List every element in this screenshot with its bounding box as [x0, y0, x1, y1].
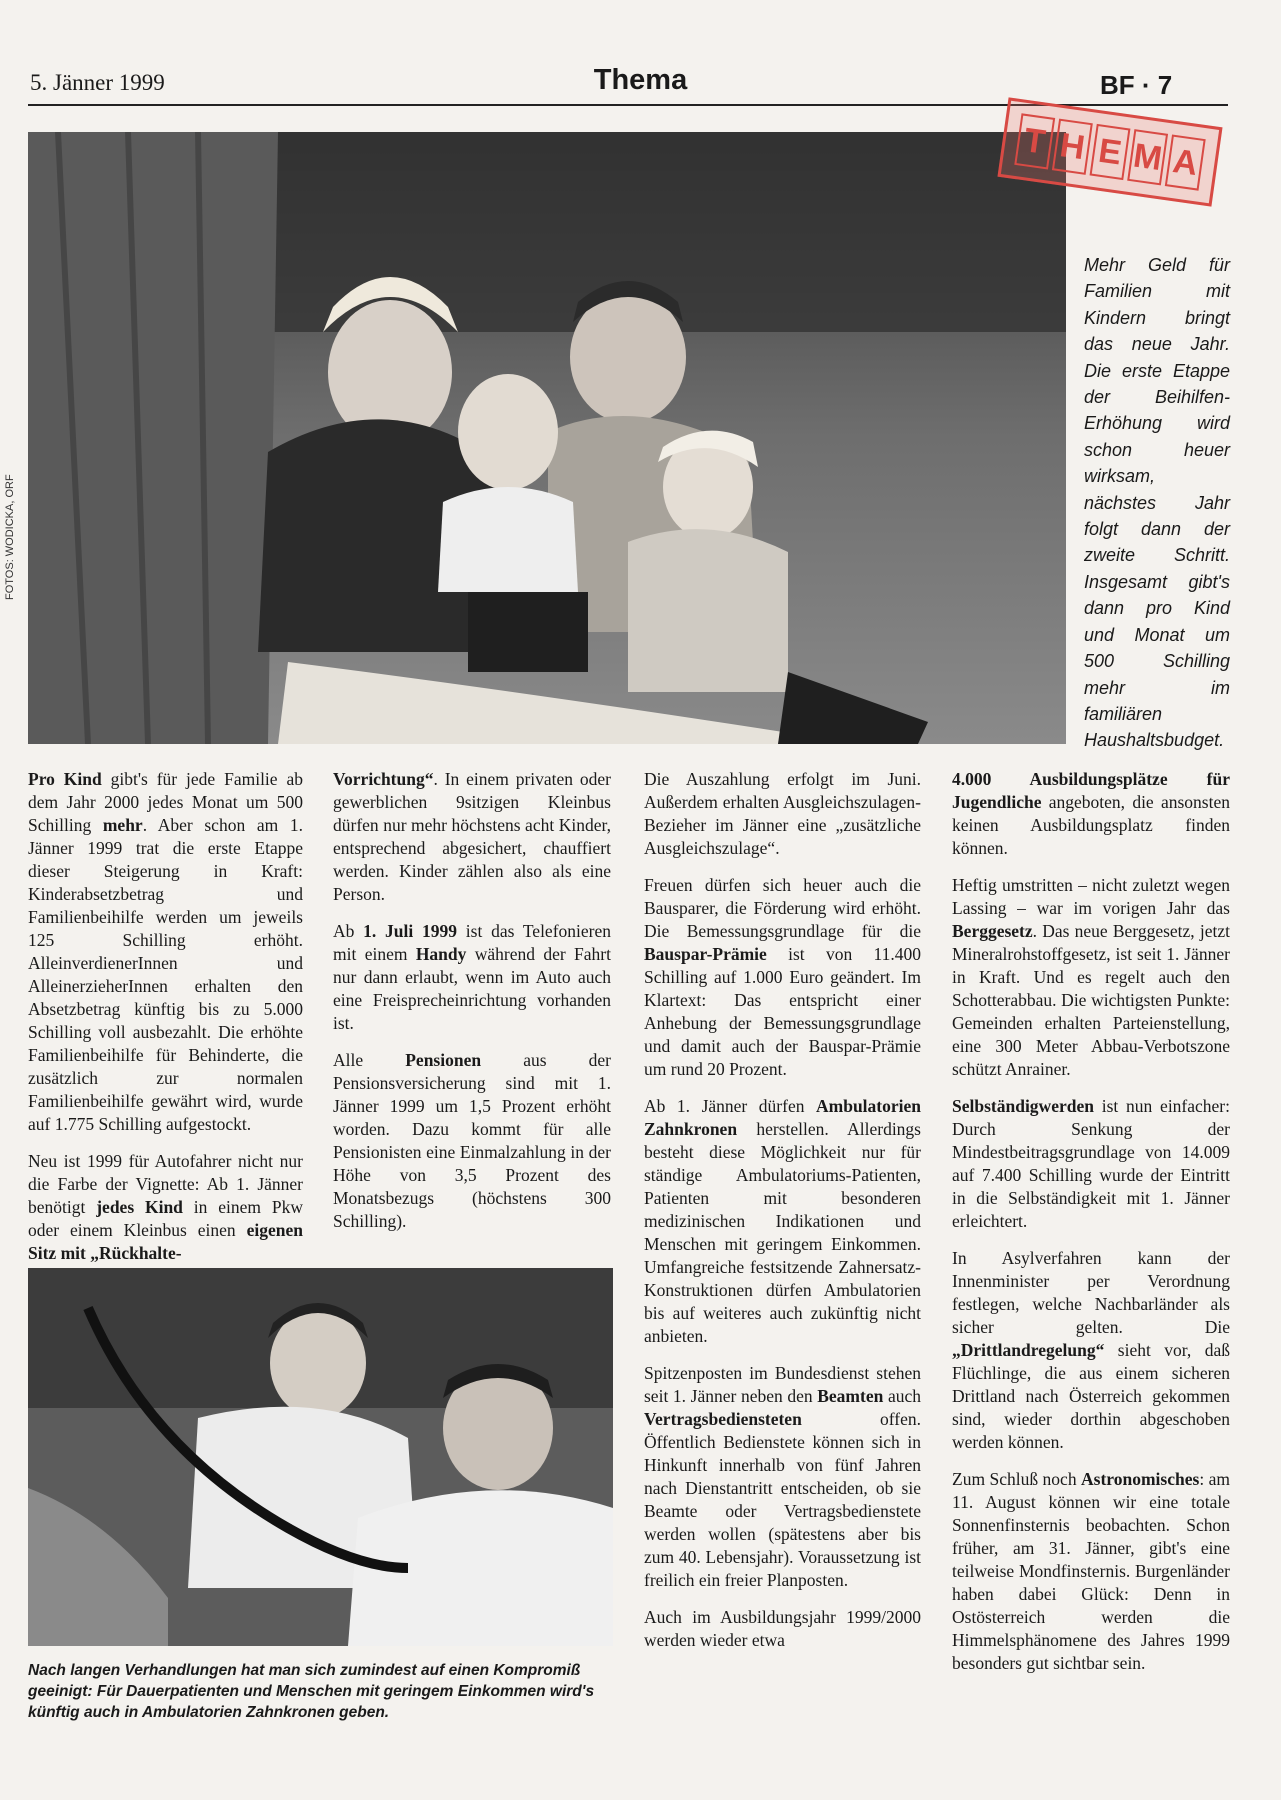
bold-run: jedes Kind	[96, 1197, 183, 1217]
paragraph	[644, 768, 921, 860]
paragraph	[644, 1095, 921, 1348]
bold-run: 4.000 Ausbildungsplätze für Jugendliche	[952, 769, 1230, 812]
paragraph	[28, 1150, 303, 1265]
paragraph	[28, 768, 303, 1136]
bold-run: Ambulatorien Zahnkronen	[644, 1096, 921, 1139]
text-run: Auch im Ausbildungsjahr 1999/2000 werden wieder etwa	[644, 1607, 921, 1650]
paragraph	[644, 1606, 921, 1652]
issue-date: 5. Jänner 1999	[30, 70, 165, 95]
text-run: offen. Öffentlich Bedienstete können sich in Hinkunft innerhalb von fünf Jahren nach Dienstantritt entscheiden, ob sie Beamte oder Vertragsbedienstete werden wollen (spätestens aber bis zum 40. Lebensjahr). Voraussetzung ist freilich ein freier Planposten.	[644, 1409, 921, 1590]
stamp-letter: E	[1090, 124, 1131, 180]
paragraph	[644, 874, 921, 1081]
stamp-letter: M	[1127, 129, 1168, 185]
bold-run: Astronomisches	[1081, 1469, 1200, 1489]
paragraph	[952, 768, 1230, 860]
article-column-2	[333, 768, 611, 1247]
paragraph	[952, 1095, 1230, 1233]
text-run: . Das neue Berggesetz, jetzt Mineralrohstoffgesetz, ist seit 1. Jänner in Kraft. Und es regelt auch den Schotterabbau. Die wichtigsten Punkte: Gemeinden erhalten Parteienstellung, eine 300 Meter Abbau-Verbotszone schützt Anrainer.	[952, 921, 1230, 1079]
family-photo-illustration	[28, 132, 1066, 744]
bold-run: Pensionen	[405, 1050, 482, 1070]
text-run: angeboten, die ansonsten keinen Ausbildungsplatz finden können.	[952, 792, 1230, 858]
bold-run: Vorrichtung“	[333, 769, 434, 789]
text-run: ist das Telefonieren mit einem	[333, 921, 612, 964]
text-run: Freuen dürfen sich heuer auch die Bausparer, die Förderung wird erhöht. Die Bemessungsgrundlage für die	[644, 875, 921, 941]
text-run: Alle	[333, 1050, 406, 1070]
bold-run: Vertragsbediensteten	[644, 1409, 802, 1429]
bold-run: Bauspar-Prämie	[644, 944, 767, 964]
bold-run: Selbständigwerden	[952, 1096, 1094, 1116]
photo-credit: FOTOS: WODICKA, ORF	[4, 474, 16, 600]
stamp-letter: H	[1052, 119, 1093, 175]
text-run: in einem Pkw oder einem Kleinbus einen	[28, 1197, 303, 1240]
bold-run: Beamten	[817, 1386, 884, 1406]
bold-run: Berggesetz	[952, 921, 1033, 941]
text-run: sieht vor, daß Flüchlinge, die aus einem sicheren Drittland nach Österreich gekommen sind, wieder dorthin abgeschoben werden können.	[952, 1340, 1230, 1452]
stamp-letter: A	[1165, 134, 1206, 190]
paragraph	[333, 920, 611, 1035]
paragraph	[333, 1049, 611, 1233]
top-photo-caption: Mehr Geld für Familien mit Kindern bringt das neue Jahr. Die erste Etappe der Beihilfen-Erhöhung wird schon heuer wirksam, nächstes Jahr folgt dann der zweite Schritt. Insgesamt gibt's dann pro Kind und Monat um 500 Schilling mehr im familiären Haushaltsbudget.	[1084, 255, 1230, 751]
paragraph	[952, 1247, 1230, 1454]
bold-run: Pro Kind	[28, 769, 102, 789]
text-run: . In einem privaten oder gewerblichen 9sitzigen Kleinbus dürfen nur mehr höchstens acht Kinder, entsprechend abgesichert, chauffiert werden. Kinder zählen also als eine Person.	[333, 769, 611, 904]
paragraph	[952, 874, 1230, 1081]
text-run: ist nun einfacher: Durch Senkung der Mindestbeitragsgrundlage von 14.009 auf 7.400 Schilling wurde der Eintritt in die Selbständigkeit mit 1. Jänner erleichtert.	[952, 1096, 1230, 1231]
text-run: Zum Schluß noch	[952, 1469, 1082, 1489]
article-column-4	[952, 768, 1230, 1689]
text-run: : am 11. August können wir eine totale Sonnenfinsternis beobachten. Schon früher, am 31. Jänner, gibt's eine teilweise Mondfinsternis. Burgenländer haben dabei Glück: Denn in Ostösterreich werden die Himmelsphänomene des Jahres 1999 besonders gut sichtbar sein.	[952, 1469, 1230, 1673]
text-run: Neu ist 1999 für Autofahrer nicht nur die Farbe der Vignette: Ab 1. Jänner benötigt	[28, 1151, 303, 1217]
text-run: Ab	[333, 921, 364, 941]
bold-run: Handy	[415, 944, 467, 964]
section-title: Thema	[593, 64, 688, 96]
text-run: In Asylverfahren kann der Innenminister per Verordnung festlegen, welche Nachbarländer als sicher gelten. Die	[952, 1248, 1230, 1337]
bold-run: eigenen Sitz mit „Rückhalte-	[28, 1220, 303, 1263]
paragraph	[333, 768, 611, 906]
bold-run: 1. Juli 1999	[363, 921, 458, 941]
text-run: ist von 11.400 Schilling auf 1.000 Euro geändert. Im Klartext: Das entspricht einer Anhebung der Bemessungsgrundlage und damit auch der Bauspar-Prämie um rund 20 Prozent.	[644, 944, 921, 1079]
text-run: . Aber schon am 1. Jänner 1999 trat die erste Etappe dieser Steigerung in Kraft: Kinderabsetzbetrag und Familienbeihilfe werden um jeweils 125 Schilling erhöht. AlleinverdienerInnen und AlleinerzieherInnen erhalten den Absetzbetrag künftig bis zu 5.000 Schilling voll ausbezahlt. Die erhöhte Familienbeihilfe für Behinderte, die zusätzlich zur normalen Familienbeihilfe gewährt wird, wurde auf 1.775 Schilling aufgestockt.	[28, 815, 303, 1134]
bold-run: mehr	[102, 815, 143, 835]
text-run: während der Fahrt nur dann erlaubt, wenn im Auto auch eine Freisprecheinrichtung vorhanden ist.	[333, 944, 611, 1033]
dental-photo-illustration	[28, 1268, 613, 1646]
page-number: BF · 7	[1100, 70, 1173, 100]
text-run: herstellen. Allerdings besteht diese Möglichkeit nur für ständige Ambulatoriums-Patienten, Patienten mit besonderen medizinischen Indikationen und Menschen mit geringem Einkommen. Umfangreiche festsitzende Zahnersatz-Konstruktionen dürfen Ambulatorien bis auf weiteres auch zukünftig nicht anbieten.	[644, 1119, 921, 1346]
text-run: aus der Pensionsversicherung sind mit 1. Jänner 1999 um 1,5 Prozent erhöht worden. Dazu kommt für alle Pensionisten eine Einmalzahlung in der Höhe von 3,5 Prozent des Monatsbezugs (höchstens 300 Schilling).	[333, 1050, 611, 1231]
dental-photo	[28, 1268, 613, 1646]
bottom-photo-caption: Nach langen Verhandlungen hat man sich zumindest auf einen Kompromiß geeinigt: Für Dauerpatienten und Menschen mit geringem Einkommen wird's künftig auch in Ambulatorien Zahnkronen geben.	[28, 1662, 595, 1721]
text-run: Spitzenposten im Bundesdienst stehen seit 1. Jänner neben den	[644, 1363, 921, 1406]
bold-run: „Drittlandregelung“	[952, 1340, 1105, 1360]
text-run: gibt's für jede Familie ab dem Jahr 2000 jedes Monat um 500 Schilling	[28, 769, 303, 835]
article-column-3	[644, 768, 921, 1666]
text-run: Ab 1. Jänner dürfen	[644, 1096, 816, 1116]
text-run: auch	[883, 1386, 921, 1406]
text-run: Heftig umstritten – nicht zuletzt wegen Lassing – war im vorigen Jahr das	[952, 875, 1230, 918]
paragraph	[952, 1468, 1230, 1675]
family-photo	[28, 132, 1066, 744]
text-run: Die Auszahlung erfolgt im Juni. Außerdem erhalten Ausgleichszulagen-Bezieher im Jänner eine „zusätzliche Ausgleichszulage“.	[644, 769, 921, 858]
paragraph	[644, 1362, 921, 1592]
article-column-1	[28, 768, 303, 1279]
stamp-letter: T	[1014, 113, 1055, 169]
